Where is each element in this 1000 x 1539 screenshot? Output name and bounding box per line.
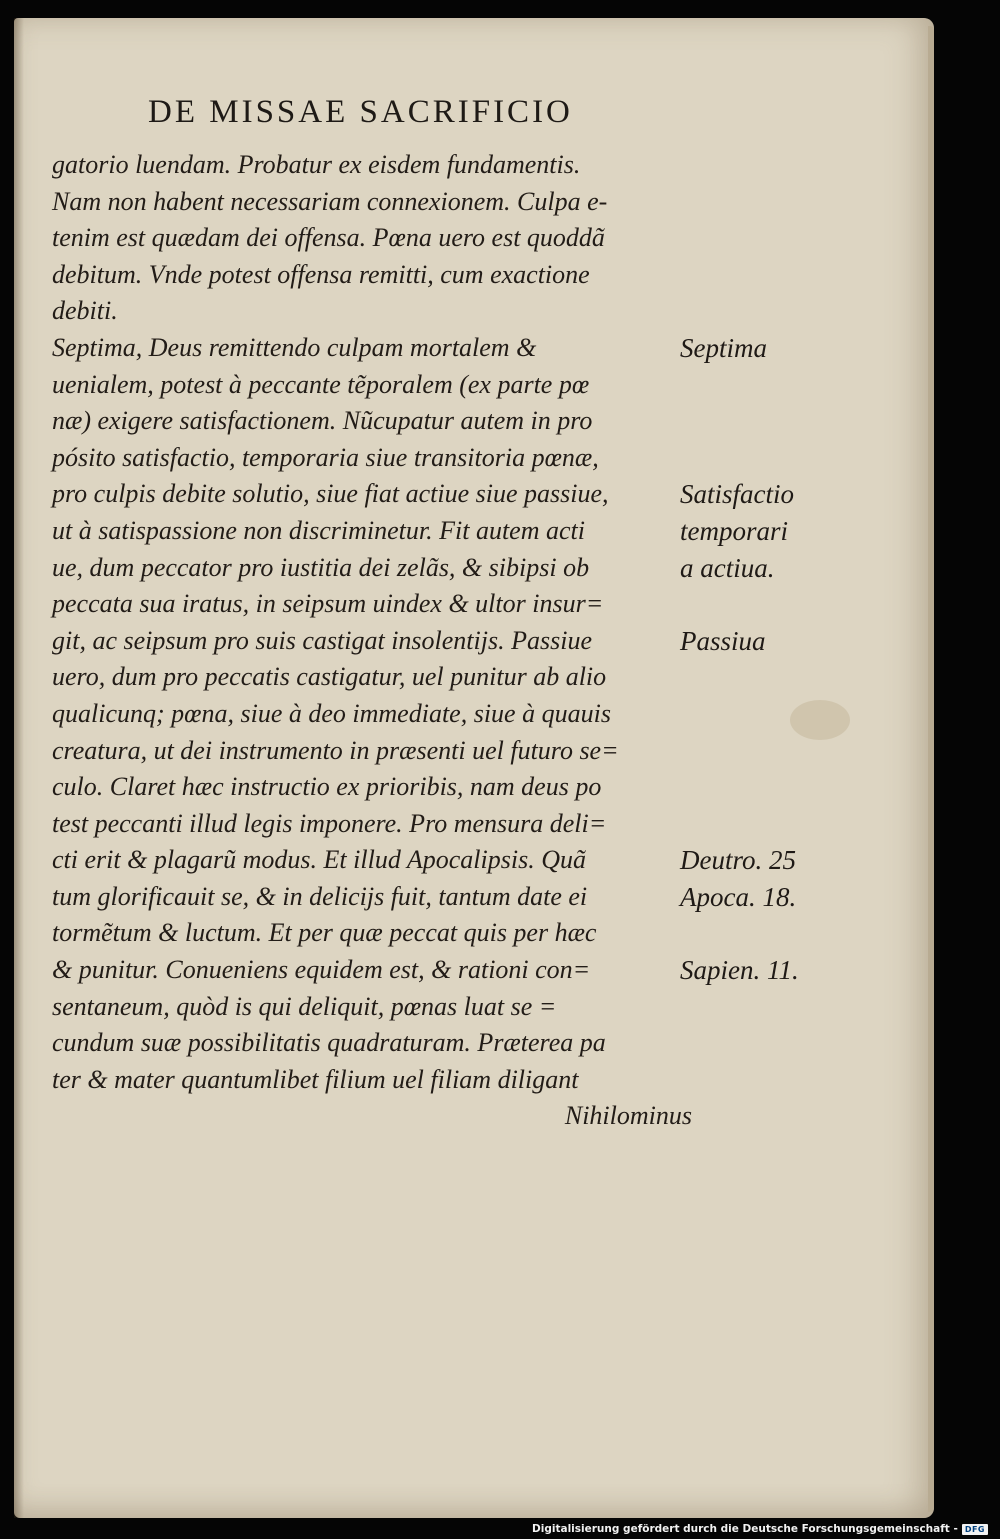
digitization-credit (532, 1523, 988, 1535)
marginal-note: Sapien. 11. (680, 955, 799, 986)
text-line: ut à satispassione non discriminetur. Fit autem acti (52, 515, 585, 545)
body-text (52, 147, 692, 1135)
dfg-logo: DFG (962, 1524, 988, 1535)
text-line: peccata sua iratus, in seipsum uindex & ultor insur= (52, 589, 604, 619)
text-line: culo. Claret hæc instructio ex prioribis, nam deus po (52, 772, 602, 802)
text-line: pósito satisfactio, temporaria siue transitoria pœnæ, (52, 442, 599, 472)
text-line: ue, dum peccator pro iustitia dei zelãs, & sibipsi ob (52, 552, 590, 582)
marginal-note: Satisfactio (680, 479, 794, 510)
text-line: næ) exigere satisfactionem. Nũcupatur autem in pro (52, 406, 593, 436)
marginal-note: Septima (680, 333, 767, 363)
text-line: Nihilominus (564, 1101, 692, 1131)
page-gutter-shadow (14, 18, 24, 1518)
text-line: & punitur. Conueniens equidem est, & rationi con= (52, 955, 591, 985)
text-line: pro culpis debite solutio, siue fiat actiue siue passiue, (52, 479, 609, 509)
text-line: Septima, Deus remittendo culpam mortalem & (52, 332, 537, 362)
credit-text: Digitalisierung gefördert durch die Deutsche Forschungsgemeinschaft - (532, 1523, 958, 1535)
text-line: uenialem, potest à peccante tẽporalem (ex parte pœ (52, 369, 590, 399)
running-head: DE MISSAE SACRIFICIO (148, 94, 573, 130)
text-line: gatorio luendam. Probatur ex eisdem fundamentis. (52, 150, 581, 179)
text-line: cti erit & plagarũ modus. Et illud Apocalipsis. Quã (52, 845, 586, 875)
text-line: tenim est quædam dei offensa. Pœna uero est quoddã (52, 223, 605, 253)
text-line: qualicunq; pœna, siue à deo immediate, siue à quauis (52, 698, 611, 728)
text-line: ter & mater quantumlibet filium uel filiam diligant (52, 1064, 579, 1094)
text-line: git, ac seipsum pro suis castigat insolentijs. Passiue (52, 625, 592, 655)
marginal-note: a actiua. (680, 552, 775, 583)
paper-stain (790, 700, 850, 740)
text-line: tormẽtum & luctum. Et per quæ peccat quis per hæc (52, 918, 597, 948)
marginal-note: Passiua (680, 625, 766, 656)
text-line: sentaneum, quòd is qui deliquit, pœnas luat se = (52, 991, 557, 1021)
marginal-note: temporari (680, 516, 788, 546)
text-line: creatura, ut dei instrumento in præsenti uel futuro se= (52, 735, 619, 765)
text-line: cundum suæ possibilitatis quadraturam. Præterea pa (52, 1028, 606, 1058)
text-line: tum glorificauit se, & in delicijs fuit, tantum date ei (52, 881, 588, 911)
page-edge (928, 26, 934, 1512)
marginal-note: Apoca. 18. (680, 882, 797, 912)
marginal-note: Deutro. 25 (680, 845, 796, 876)
text-line: uero, dum pro peccatis castigatur, uel punitur ab alio (52, 662, 607, 692)
text-line: Nam non habent necessariam connexionem. Culpa e- (52, 186, 608, 216)
text-line: test peccanti illud legis imponere. Pro mensura deli= (52, 808, 607, 838)
text-line: debitum. Vnde potest offensa remitti, cum exactione (52, 259, 590, 289)
text-line: debiti. (52, 296, 118, 326)
